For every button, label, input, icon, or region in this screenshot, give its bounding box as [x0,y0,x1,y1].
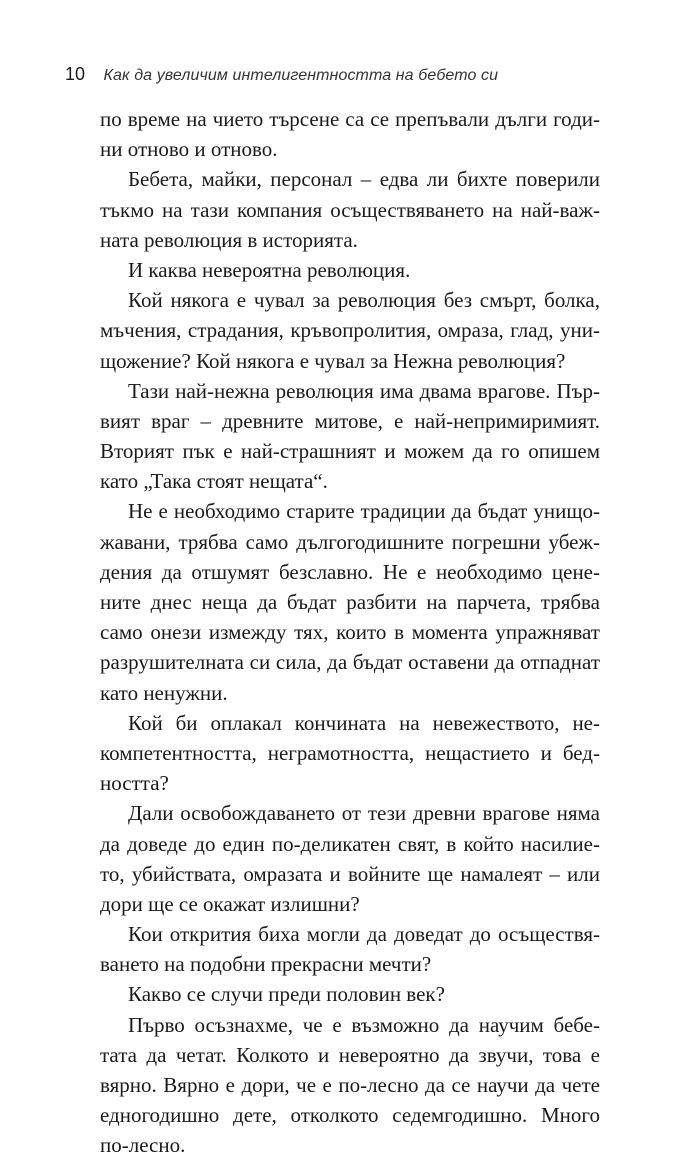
text-line: едногодишно дете, отколкото седемгодишно. Много [100,1103,600,1128]
text-line: като „Така стоят нещата“. [100,469,328,494]
paragraph [100,708,600,799]
text-line: Кои открития биха могли да доведат до осъществя- [128,922,600,947]
paragraph [100,919,600,979]
text-line: Дали освобождаването от тези древни врагове няма [128,801,600,826]
page-body [100,104,600,1161]
text-line: по време на чието търсене са се препъвали дълги годи- [100,107,600,131]
text-line: да доведе до един по-деликатен свят, в който насилие- [100,831,600,856]
text-line: то, убийствата, омразата и войните ще намалеят – или [100,861,600,886]
text-line: само онези измежду тях, които в момента упражняват [100,620,600,645]
text-line: ността? [100,771,169,796]
text-line: вият враг – древните митове, е най-непримиримият. [100,408,600,433]
text-line: като ненужни. [100,680,228,705]
text-line: вярно. Вярно е дори, че е по-лесно да се научи да чете [100,1073,600,1097]
text-line: Тази най-нежна революция има двама врагове. Пър- [128,378,600,403]
text-line: Кой би оплакал кончината на невежеството, не- [128,710,600,735]
text-line: дения да отшумят безславно. Не е необходимо цене- [100,559,600,584]
paragraph [100,255,600,285]
paragraph [100,104,600,164]
text-line: И каква невероятна революция. [128,257,411,282]
paragraph [100,1010,600,1161]
running-header [65,64,498,85]
text-line: компетентността, неграмотността, нещастието и бед- [100,740,600,765]
text-line: ната революция в историята. [100,227,358,252]
text-line: тата да четат. Колкото и невероятно да звучи, това е [100,1042,600,1067]
text-line: Вторият пък е най-страшният и можем да го опишем [100,439,600,464]
text-line: Първо осъзнахме, че е възможно да научим бебе- [128,1012,600,1037]
paragraph [100,164,600,255]
text-line: Какво се случи преди половин век? [128,982,445,1007]
book-title: Как да увеличим интелигентността на бебето си [103,67,499,84]
paragraph [100,496,600,707]
text-line: Кой някога е чувал за революция без смърт, болка, [128,288,600,313]
paragraph [100,376,600,497]
page-number: 10 [65,64,86,84]
text-line: Не е необходимо старите традиции да бъдат унищо- [128,499,600,524]
text-line: тъкмо на тази компания осъществяването на най-важ- [100,197,600,222]
paragraph [100,979,600,1009]
text-line: ни отново и отново. [100,137,278,162]
text-line: щожение? Кой някога е чувал за Нежна революция? [100,348,566,373]
paragraph [100,798,600,919]
text-line: Бебета, майки, персонал – едва ли бихте поверили [128,167,600,192]
text-line: по-лесно. [100,1133,186,1158]
text-line: ните днес неща да бъдат разбити на парчета, трябва [100,590,600,614]
paragraph [100,285,600,376]
text-line: жавани, трябва само дългогодишните погрешни убеж- [100,529,600,554]
text-line: мъчения, страдания, кръвопролития, омраза, глад, уни- [100,318,600,343]
text-line: ването на подобни прекрасни мечти? [100,952,432,977]
text-line: дори ще се окажат излишни? [100,891,360,916]
text-line: разрушителната си сила, да бъдат оставени да отпаднат [100,650,600,675]
